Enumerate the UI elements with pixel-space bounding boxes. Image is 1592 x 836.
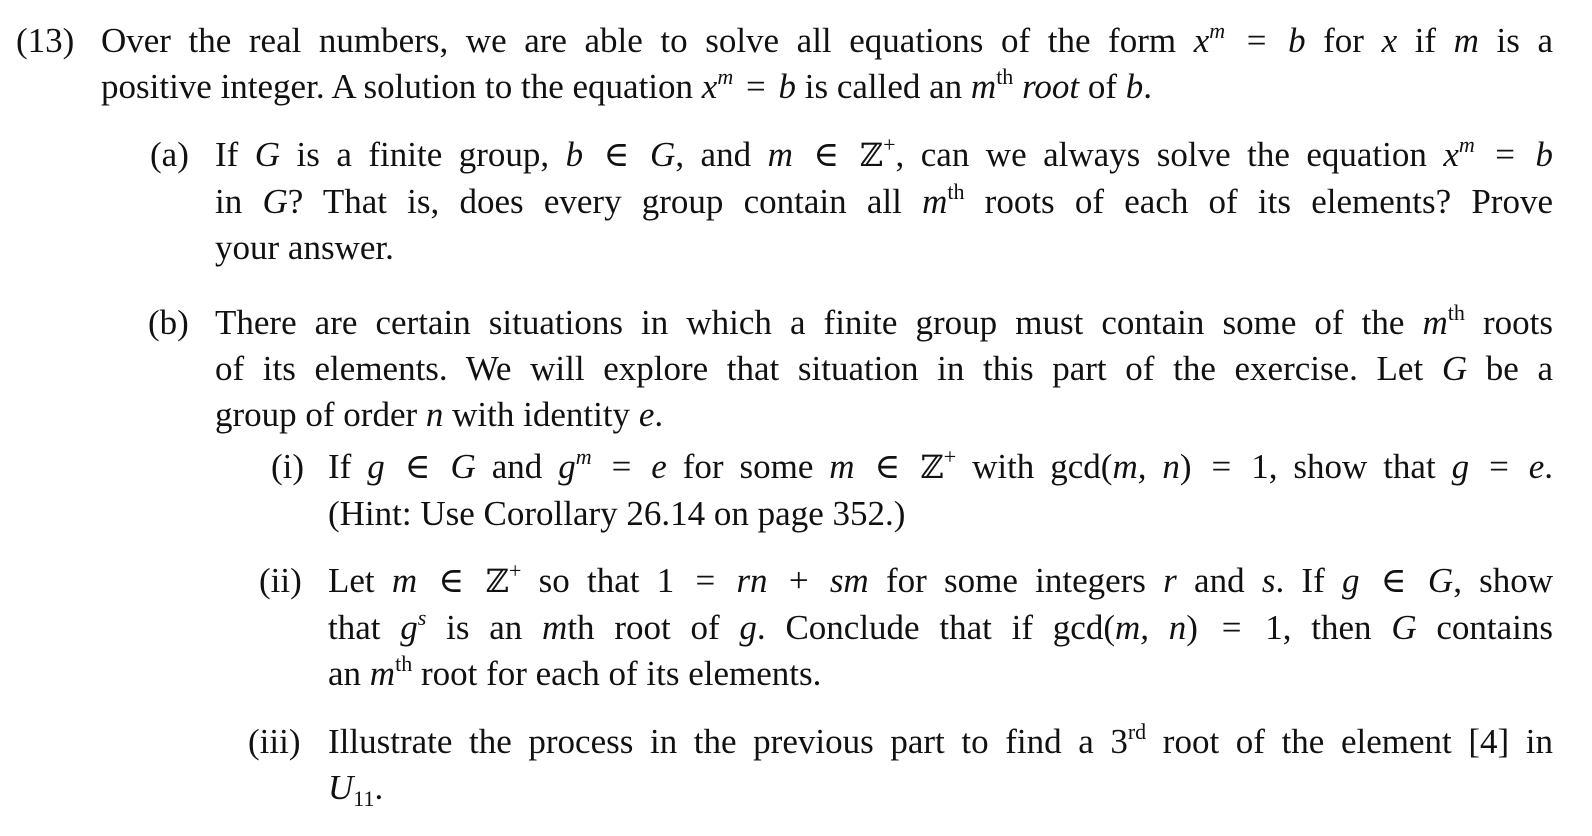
subpart-i-line-2: (Hint: Use Corollary 26.14 on page 352.) — [328, 494, 906, 533]
subpart-ii-line-2: that $g^s$ is an mth root of g. Conclude that if gcd(m, n) = 1, then G contains — [328, 605, 1554, 647]
problem-number: (13) — [16, 21, 75, 60]
part-b-line-3: group of order n with identity e. — [215, 395, 664, 434]
part-a-label: (a) — [150, 135, 189, 174]
subpart-i-label: (i) — [271, 447, 305, 486]
part-b-line-2: of its elements. We will explore that situation in this part of the exercise. Let G be a — [215, 349, 1553, 388]
subpart-ii-label: (ii) — [259, 561, 302, 600]
subpart-iii-line-1: Illustrate the process in the previous part to find a 3rd root of the element [4] in — [328, 719, 1553, 761]
problem-intro-line-2: positive integer. A solution to the equation $x^m = b$ is called an $m^{th}$ root of b. — [101, 64, 1153, 106]
part-b-label: (b) — [148, 303, 189, 342]
subpart-ii-line-3: an $m^{th}$ root for each of its elements. — [328, 651, 822, 693]
subpart-iii-label: (iii) — [248, 722, 301, 761]
part-b-line-1: There are certain situations in which a finite group must contain some of the $m^{th}$ roots — [215, 300, 1554, 342]
problem-intro-line-1: Over the real numbers, we are able to solve all equations of the form $x^m = b$ for x if m is a — [101, 18, 1554, 60]
part-a-line-1: If G is a finite group, b ∈ G, and m ∈ ℤ+, can we always solve the equation $x^m = b$ — [215, 132, 1554, 174]
part-a-line-3: your answer. — [215, 228, 394, 267]
subpart-iii-line-2: $U_{11}$. — [328, 768, 384, 811]
part-a-line-2: in G? That is, does every group contain all $m^{th}$ roots of each of its elements? Prove — [215, 179, 1553, 221]
subpart-i-line-1: If g ∈ G and $g^m = e$ for some m ∈ ℤ+ with gcd(m, n) = 1, show that g = e. — [328, 444, 1554, 486]
subpart-ii-line-1: Let m ∈ ℤ+ so that 1 = rn + sm for some integers r and s. If g ∈ G, show — [328, 558, 1554, 600]
